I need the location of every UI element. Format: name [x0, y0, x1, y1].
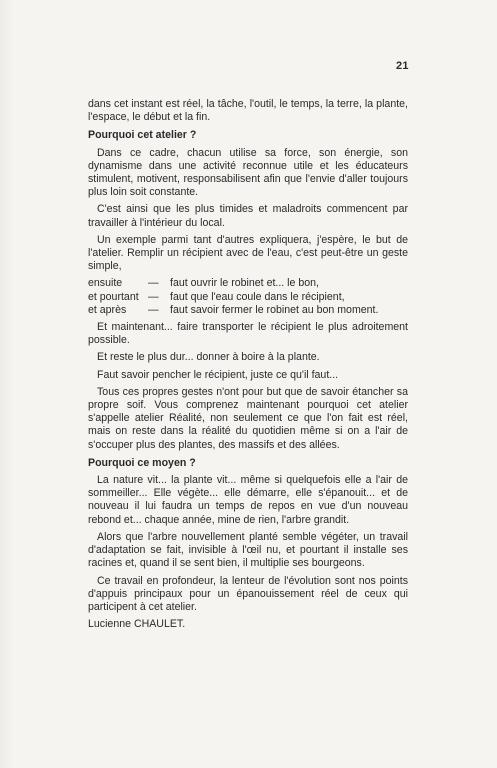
section-heading: Pourquoi cet atelier ? — [88, 129, 197, 142]
step-text: faut que l'eau coule dans le récipient, — [170, 290, 345, 303]
step-row — [88, 277, 408, 290]
paragraph: Faut savoir pencher le récipient, juste ce qu'il faut... — [97, 368, 339, 381]
paragraph: Dans ce cadre, chacun utilise sa force, son énergie, son dynamisme dans une activité reconnue utile et les éducateurs stimulent, motivent, responsabilisent afin que l'envie d'aller toujours plus loin soit constante. — [88, 146, 408, 199]
step-dash: — — [148, 303, 159, 316]
paragraph: Et reste le plus dur... donner à boire à la plante. — [97, 351, 320, 364]
steps-list — [88, 277, 408, 317]
step-word: et après — [88, 303, 127, 316]
step-dash: — — [148, 290, 159, 303]
paragraph: Un exemple parmi tant d'autres expliquera, j'espère, le but de l'atelier. Remplir un récipient avec de l'eau, c'est peut-être un geste simple, — [88, 233, 408, 273]
step-row — [88, 291, 408, 304]
page-number: 21 — [396, 60, 409, 72]
step-word: et pourtant — [88, 290, 139, 303]
step-row — [88, 304, 408, 317]
paragraph: La nature vit... la plante vit... même si quelquefois elle a l'air de sommeiller... Elle végète... elle démarre, elle s'épanouit... et de nouveau il lui faudra un temps de repos en vue d'un nouveau rebond et... chaque année, mine de rien, l'arbre grandit. — [88, 474, 408, 526]
paragraph: C'est ainsi que les plus timides et maladroits commencent par travailler à l'intérieur du local. — [88, 203, 408, 229]
step-word: ensuite — [88, 277, 123, 290]
step-dash: — — [148, 277, 159, 290]
paragraph: Alors que l'arbre nouvellement planté semble végéter, un travail d'adaptation se fait, invisible à l'œil nu, et pourtant il installe ses racines et, quand il se sent bien, il multiplie ses bourgeons. — [88, 530, 408, 570]
section-heading: Pourquoi ce moyen ? — [88, 456, 196, 469]
step-text: faut ouvrir le robinet et... le bon, — [170, 277, 319, 290]
article-body — [88, 98, 408, 635]
author-signature: Lucienne CHAULET. — [88, 618, 186, 631]
paragraph: dans cet instant est réel, la tâche, l'outil, le temps, la terre, la plante, l'espace, le début et la fin. — [88, 98, 408, 124]
paragraph: Tous ces propres gestes n'ont pour but que de savoir étancher sa propre soif. Vous comprenez maintenant pourquoi cet atelier s'appelle atelier Réalité, non seulement ce que l'on fait est réel, mais on reste dans la réalité du quotidien même si on a l'air de s'occuper plus des plantes, des massifs et des allées. — [88, 385, 408, 451]
step-text: faut savoir fermer le robinet au bon moment. — [170, 303, 379, 316]
paragraph: Et maintenant... faire transporter le récipient le plus adroitement possible. — [88, 321, 408, 347]
paragraph: Ce travail en profondeur, la lenteur de l'évolution sont nos points d'appuis principaux pour un épanouissement réel de ceux qui participent à cet atelier. — [88, 574, 408, 613]
